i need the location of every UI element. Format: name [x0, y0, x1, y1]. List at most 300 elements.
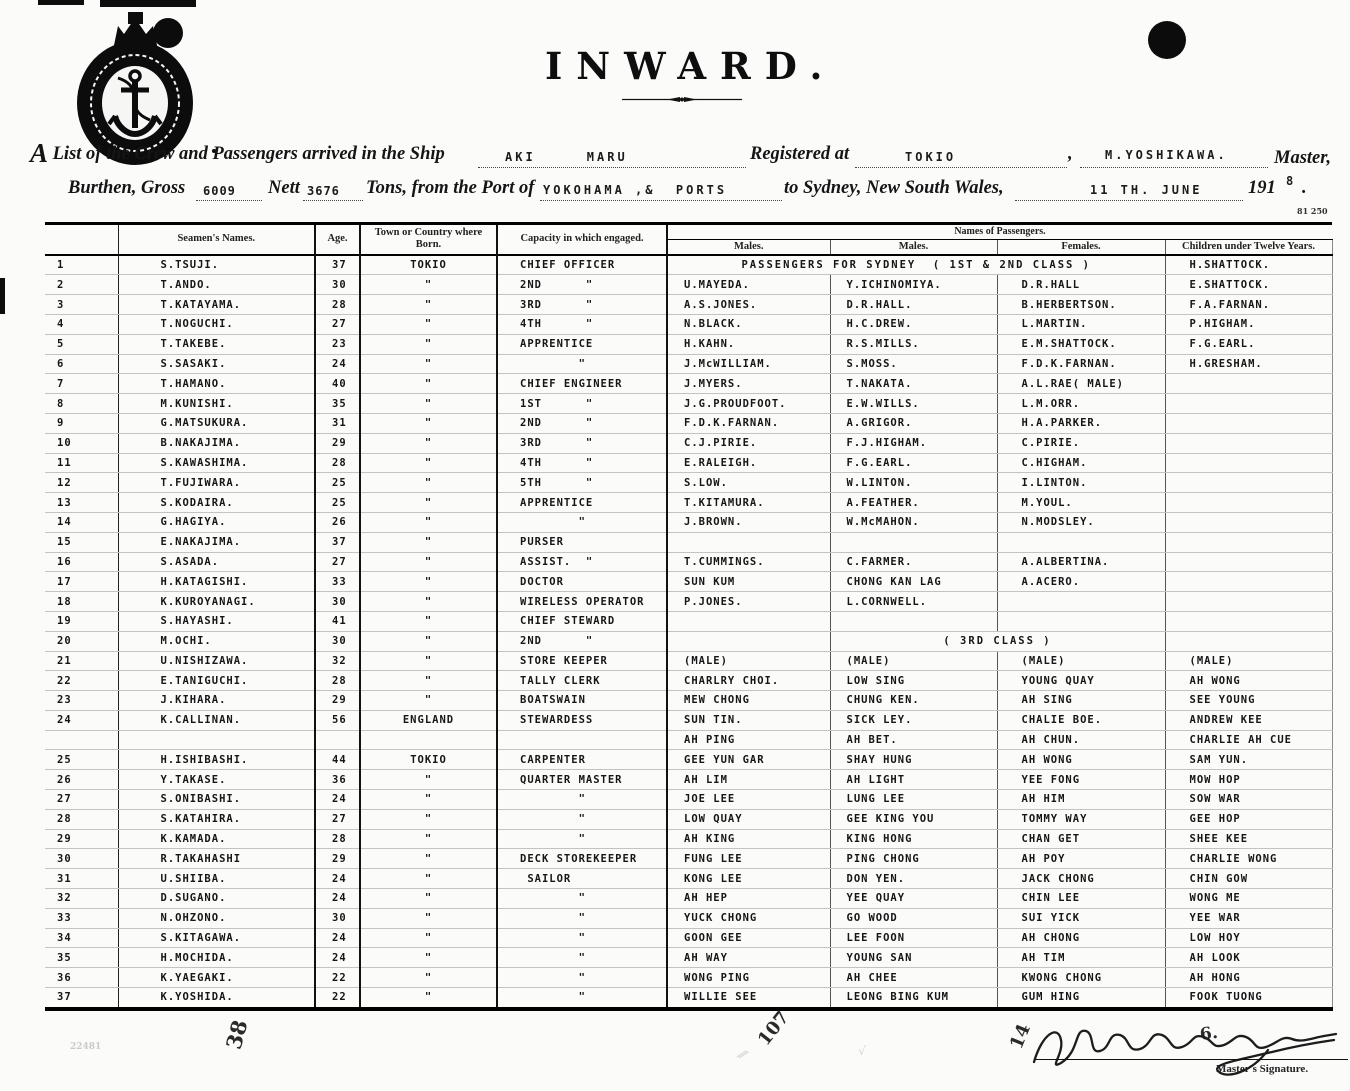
- period: .: [1302, 178, 1307, 198]
- cell-passenger-female: A.ALBERTINA.: [997, 552, 1165, 572]
- table-row: [45, 453, 1332, 473]
- cell-passenger-child: E.SHATTOCK.: [1165, 275, 1332, 295]
- signature-rule: [1035, 1059, 1348, 1060]
- cell-age: 44: [315, 750, 360, 770]
- dotted-line: [478, 166, 746, 168]
- table-row: [45, 968, 1332, 988]
- cell-passenger-child: ANDREW KEE: [1165, 710, 1332, 730]
- cell-born: ": [360, 790, 497, 810]
- cell-passenger-male-2: W.McMAHON.: [830, 512, 997, 532]
- cell-passenger-child: YEE WAR: [1165, 908, 1332, 928]
- dropcap-a: A: [30, 138, 49, 168]
- cell-row-number: 8: [45, 394, 118, 414]
- cell-passenger-male-2: KING HONG: [830, 829, 997, 849]
- cell-passenger-male-2: LUNG LEE: [830, 790, 997, 810]
- cell-passenger-male-2: SHAY HUNG: [830, 750, 997, 770]
- table-row: [45, 829, 1332, 849]
- cell-passenger-child: [1165, 394, 1332, 414]
- cell-passenger-male-1: FUNG LEE: [667, 849, 830, 869]
- cell-capacity: ": [497, 809, 667, 829]
- cell-passenger-female: L.M.ORR.: [997, 394, 1165, 414]
- cell-row-number: 34: [45, 928, 118, 948]
- cell-passenger-child: [1165, 473, 1332, 493]
- cell-row-number: 32: [45, 889, 118, 909]
- cell-seaman-name: H.KATAGISHI.: [118, 572, 315, 592]
- pen-check-mark: ⁄⁄: [737, 1047, 748, 1064]
- cell-row-number: 7: [45, 374, 118, 394]
- cell-seaman-name: U.NISHIZAWA.: [118, 651, 315, 671]
- year-written: 8: [1286, 174, 1297, 188]
- cell-capacity: ": [497, 790, 667, 810]
- cell-passenger-female: F.D.K.FARNAN.: [997, 354, 1165, 374]
- cell-seaman-name: S.KATAHIRA.: [118, 809, 315, 829]
- cell-capacity: ": [497, 829, 667, 849]
- cell-born: ": [360, 354, 497, 374]
- cell-row-number: 18: [45, 592, 118, 612]
- cell-capacity: 1ST ": [497, 394, 667, 414]
- cell-born: ": [360, 869, 497, 889]
- cell-born: ": [360, 314, 497, 334]
- cell-passenger-male-2: [830, 532, 997, 552]
- col-header-seamen: Seamen's Names.: [118, 224, 315, 255]
- cell-passenger-female: [997, 611, 1165, 631]
- pen-check-mark: √: [858, 1044, 866, 1058]
- cell-passenger-female: KWONG CHONG: [997, 968, 1165, 988]
- crew-passenger-table: [45, 222, 1333, 1011]
- cell-passenger-male-2: PING CHONG: [830, 849, 997, 869]
- col-header-born: Town or Country where Born.: [360, 224, 497, 255]
- cell-age: 24: [315, 889, 360, 909]
- cell-capacity: 4TH ": [497, 453, 667, 473]
- cell-capacity: ": [497, 512, 667, 532]
- cell-born: ": [360, 691, 497, 711]
- cell-passenger-child: F.A.FARNAN.: [1165, 295, 1332, 315]
- title-divider: [622, 96, 742, 103]
- cell-age: 56: [315, 710, 360, 730]
- cell-passenger-female: GUM HING: [997, 988, 1165, 1009]
- cell-age: 26: [315, 512, 360, 532]
- table-row: [45, 611, 1332, 631]
- cell-passenger-male-2: D.R.HALL.: [830, 295, 997, 315]
- cell-passenger-male-2: L.CORNWELL.: [830, 592, 997, 612]
- cell-seaman-name: S.SASAKI.: [118, 354, 315, 374]
- cell-born: ": [360, 453, 497, 473]
- cell-row-number: 19: [45, 611, 118, 631]
- cell-passenger-male-1: LOW QUAY: [667, 809, 830, 829]
- hole-punch: [1148, 21, 1186, 59]
- cell-born: ": [360, 829, 497, 849]
- cell-passenger-female: (MALE): [997, 651, 1165, 671]
- cell-seaman-name: H.ISHIBASHI.: [118, 750, 315, 770]
- table-row: [45, 433, 1332, 453]
- cell-passenger-female: M.YOUL.: [997, 493, 1165, 513]
- cell-passenger-child: SEE YOUNG: [1165, 691, 1332, 711]
- cell-passenger-child: [1165, 374, 1332, 394]
- cell-passenger-male-1: CHARLRY CHOI.: [667, 671, 830, 691]
- cell-seaman-name: H.MOCHIDA.: [118, 948, 315, 968]
- cell-passenger-child: LOW HOY: [1165, 928, 1332, 948]
- cell-born: ": [360, 394, 497, 414]
- cell-passenger-class-banner: PASSENGERS FOR SYDNEY ( 1ST & 2ND CLASS ): [667, 255, 1165, 275]
- cell-passenger-child: WONG ME: [1165, 889, 1332, 909]
- cell-passenger-female: AH POY: [997, 849, 1165, 869]
- cell-capacity: ": [497, 908, 667, 928]
- col-header-number: [45, 224, 118, 255]
- cell-seaman-name: S.ONIBASHI.: [118, 790, 315, 810]
- cell-row-number: 28: [45, 809, 118, 829]
- table-row: [45, 988, 1332, 1009]
- cell-seaman-name: K.KAMADA.: [118, 829, 315, 849]
- cell-age: 37: [315, 255, 360, 275]
- cell-passenger-male-2: GEE KING YOU: [830, 809, 997, 829]
- cell-row-number: 33: [45, 908, 118, 928]
- cell-capacity: PURSER: [497, 532, 667, 552]
- form-code: 81 250: [1297, 206, 1328, 216]
- cell-passenger-child: [1165, 413, 1332, 433]
- cell-passenger-male-1: [667, 532, 830, 552]
- cell-row-number: 37: [45, 988, 118, 1009]
- dotted-line: [303, 199, 363, 201]
- table-row: [45, 592, 1332, 612]
- cell-born: [360, 730, 497, 750]
- table-row: [45, 374, 1332, 394]
- cell-capacity: TALLY CLERK: [497, 671, 667, 691]
- cell-passenger-male-1: H.KAHN.: [667, 334, 830, 354]
- cell-passenger-male-2: A.GRIGOR.: [830, 413, 997, 433]
- cell-passenger-child: [1165, 572, 1332, 592]
- cell-row-number: 1: [45, 255, 118, 275]
- cell-passenger-male-2: F.J.HIGHAM.: [830, 433, 997, 453]
- cell-passenger-male-1: F.D.K.FARNAN.: [667, 413, 830, 433]
- table-row: [45, 295, 1332, 315]
- cell-age: 41: [315, 611, 360, 631]
- cell-capacity: 2ND ": [497, 631, 667, 651]
- cell-passenger-female: H.A.PARKER.: [997, 413, 1165, 433]
- cell-passenger-male-1: A.S.JONES.: [667, 295, 830, 315]
- cell-born: ": [360, 988, 497, 1009]
- cell-passenger-male-2: SICK LEY.: [830, 710, 997, 730]
- cell-seaman-name: Y.TAKASE.: [118, 770, 315, 790]
- cell-age: 24: [315, 790, 360, 810]
- cell-passenger-child: [1165, 453, 1332, 473]
- cell-born: TOKIO: [360, 750, 497, 770]
- cell-passenger-male-1: U.MAYEDA.: [667, 275, 830, 295]
- cell-seaman-name: G.HAGIYA.: [118, 512, 315, 532]
- cell-born: ": [360, 473, 497, 493]
- cell-passenger-male-2: GO WOOD: [830, 908, 997, 928]
- destination-text: to Sydney, New South Wales,: [784, 178, 1004, 198]
- col-header-age: Age.: [315, 224, 360, 255]
- cell-seaman-name: U.SHIIBA.: [118, 869, 315, 889]
- col-header-males2: Males.: [830, 239, 997, 255]
- table-row: [45, 572, 1332, 592]
- cell-passenger-male-2: AH LIGHT: [830, 770, 997, 790]
- table-row: [45, 493, 1332, 513]
- cell-born: ": [360, 889, 497, 909]
- cell-passenger-male-2: CHONG KAN LAG: [830, 572, 997, 592]
- cell-born: ": [360, 908, 497, 928]
- cell-age: 24: [315, 354, 360, 374]
- cell-seaman-name: M.OCHI.: [118, 631, 315, 651]
- cell-capacity: APPRENTICE: [497, 334, 667, 354]
- table-row: [45, 354, 1332, 374]
- cell-passenger-female: JACK CHONG: [997, 869, 1165, 889]
- cell-born: ": [360, 493, 497, 513]
- table-row: [45, 691, 1332, 711]
- cell-passenger-male-1: S.LOW.: [667, 473, 830, 493]
- cell-passenger-female: AH HIM: [997, 790, 1165, 810]
- cell-seaman-name: K.CALLINAN.: [118, 710, 315, 730]
- cell-born: ": [360, 532, 497, 552]
- cell-row-number: 22: [45, 671, 118, 691]
- cell-passenger-male-1: C.J.PIRIE.: [667, 433, 830, 453]
- cell-born: ": [360, 968, 497, 988]
- cell-passenger-child: [1165, 532, 1332, 552]
- cell-age: 27: [315, 552, 360, 572]
- col-header-capacity: Capacity in which engaged.: [497, 224, 667, 255]
- cell-passenger-female: SUI YICK: [997, 908, 1165, 928]
- cell-passenger-male-1: T.KITAMURA.: [667, 493, 830, 513]
- cell-row-number: 5: [45, 334, 118, 354]
- cell-passenger-male-2: CHUNG KEN.: [830, 691, 997, 711]
- cell-passenger-male-2: LEE FOON: [830, 928, 997, 948]
- cell-passenger-male-1: J.G.PROUDFOOT.: [667, 394, 830, 414]
- table-row: [45, 948, 1332, 968]
- cell-passenger-female: AH TIM: [997, 948, 1165, 968]
- cell-passenger-child: (MALE): [1165, 651, 1332, 671]
- cell-passenger-female: A.L.RAE( MALE): [997, 374, 1165, 394]
- dotted-line: [196, 199, 262, 201]
- cut-off-print-strip: [100, 0, 196, 7]
- cell-age: 24: [315, 928, 360, 948]
- cell-passenger-male-2: C.FARMER.: [830, 552, 997, 572]
- cell-passenger-child: FOOK TUONG: [1165, 988, 1332, 1009]
- cell-passenger-male-2: AH CHEE: [830, 968, 997, 988]
- master-name-value: M.YOSHIKAWA.: [1105, 148, 1228, 162]
- cell-born: ": [360, 770, 497, 790]
- cell-passenger-female: YEE FONG: [997, 770, 1165, 790]
- cell-age: 28: [315, 671, 360, 691]
- cell-seaman-name: E.TANIGUCHI.: [118, 671, 315, 691]
- cell-age: [315, 730, 360, 750]
- table-row: [45, 908, 1332, 928]
- cell-capacity: 2ND ": [497, 413, 667, 433]
- cell-seaman-name: D.SUGANO.: [118, 889, 315, 909]
- cell-seaman-name: K.KUROYANAGI.: [118, 592, 315, 612]
- cut-off-print-strip: [38, 0, 84, 5]
- cell-passenger-female: B.HERBERTSON.: [997, 295, 1165, 315]
- cell-passenger-female: YOUNG QUAY: [997, 671, 1165, 691]
- cell-seaman-name: T.FUJIWARA.: [118, 473, 315, 493]
- cell-capacity: STEWARDESS: [497, 710, 667, 730]
- cell-passenger-male-1: JOE LEE: [667, 790, 830, 810]
- cell-age: 32: [315, 651, 360, 671]
- cell-passenger-child: P.HIGHAM.: [1165, 314, 1332, 334]
- cell-passenger-female: C.HIGHAM.: [997, 453, 1165, 473]
- cell-capacity: ": [497, 968, 667, 988]
- cell-born: ": [360, 512, 497, 532]
- cell-passenger-male-1: GEE YUN GAR: [667, 750, 830, 770]
- cell-passenger-male-1: SUN KUM: [667, 572, 830, 592]
- arrival-date-value: 11 TH. JUNE: [1090, 183, 1203, 197]
- cell-passenger-male-2: AH BET.: [830, 730, 997, 750]
- cell-capacity: 3RD ": [497, 433, 667, 453]
- cell-age: 30: [315, 592, 360, 612]
- dotted-line: [1080, 166, 1268, 168]
- table-row: [45, 730, 1332, 750]
- cell-age: 33: [315, 572, 360, 592]
- cell-passenger-child: CHARLIE AH CUE: [1165, 730, 1332, 750]
- cell-born: TOKIO: [360, 255, 497, 275]
- table-row: [45, 809, 1332, 829]
- cell-seaman-name: [118, 730, 315, 750]
- cell-capacity: 5TH ": [497, 473, 667, 493]
- cell-seaman-name: S.KODAIRA.: [118, 493, 315, 513]
- page-title: INWARD.: [545, 44, 837, 88]
- cell-born: ": [360, 631, 497, 651]
- cell-age: 29: [315, 433, 360, 453]
- cell-age: 28: [315, 453, 360, 473]
- cell-row-number: 23: [45, 691, 118, 711]
- cell-seaman-name: K.YAEGAKI.: [118, 968, 315, 988]
- faint-print-code: 22481: [70, 1042, 102, 1052]
- cell-passenger-child: AH HONG: [1165, 968, 1332, 988]
- cell-row-number: 29: [45, 829, 118, 849]
- table-row: [45, 413, 1332, 433]
- cell-passenger-male-1: (MALE): [667, 651, 830, 671]
- cell-passenger-male-1: WONG PING: [667, 968, 830, 988]
- cell-passenger-female: AH CHONG: [997, 928, 1165, 948]
- cell-passenger-male-1: YUCK CHONG: [667, 908, 830, 928]
- cell-seaman-name: M.KUNISHI.: [118, 394, 315, 414]
- cell-passenger-male-1: [667, 611, 830, 631]
- cell-passenger-child: [1165, 631, 1332, 651]
- cell-passenger-female: C.PIRIE.: [997, 433, 1165, 453]
- cell-passenger-female: L.MARTIN.: [997, 314, 1165, 334]
- cell-passenger-female: TOMMY WAY: [997, 809, 1165, 829]
- cell-age: 35: [315, 394, 360, 414]
- dotted-line: [540, 199, 782, 201]
- cell-passenger-male-2: T.NAKATA.: [830, 374, 997, 394]
- table-row: [45, 770, 1332, 790]
- cell-born: ": [360, 433, 497, 453]
- signature-label: Master's Signature.: [1216, 1063, 1309, 1075]
- cell-born: ": [360, 374, 497, 394]
- table-row: [45, 255, 1332, 275]
- cell-passenger-male-1: E.RALEIGH.: [667, 453, 830, 473]
- cell-row-number: 24: [45, 710, 118, 730]
- cell-passenger-male-2: (MALE): [830, 651, 997, 671]
- cell-passenger-child: F.G.EARL.: [1165, 334, 1332, 354]
- dotted-line: [855, 166, 1067, 168]
- cell-born: ": [360, 592, 497, 612]
- cell-age: 27: [315, 809, 360, 829]
- cell-passenger-male-1: GOON GEE: [667, 928, 830, 948]
- cell-seaman-name: S.HAYASHI.: [118, 611, 315, 631]
- cell-row-number: 30: [45, 849, 118, 869]
- table-row: [45, 671, 1332, 691]
- registered-at-label: Registered at: [750, 144, 850, 164]
- cell-passenger-female: N.MODSLEY.: [997, 512, 1165, 532]
- cell-passenger-male-1: AH HEP: [667, 889, 830, 909]
- cell-age: 27: [315, 314, 360, 334]
- table-row: [45, 394, 1332, 414]
- col-header-males1: Males.: [667, 239, 830, 255]
- cell-passenger-female: I.LINTON.: [997, 473, 1165, 493]
- cell-age: 37: [315, 532, 360, 552]
- cell-passenger-male-2: [830, 611, 997, 631]
- cell-passenger-male-1: P.JONES.: [667, 592, 830, 612]
- col-header-children: Children under Twelve Years.: [1165, 239, 1332, 255]
- cell-seaman-name: K.YOSHIDA.: [118, 988, 315, 1009]
- table-row: [45, 869, 1332, 889]
- cell-seaman-name: T.KATAYAMA.: [118, 295, 315, 315]
- cell-passenger-child: GEE HOP: [1165, 809, 1332, 829]
- cell-born: ": [360, 651, 497, 671]
- table-row: [45, 552, 1332, 572]
- cell-passenger-male-1: AH LIM: [667, 770, 830, 790]
- cell-capacity: ": [497, 354, 667, 374]
- cell-capacity: CHIEF STEWARD: [497, 611, 667, 631]
- cell-passenger-female: AH CHUN.: [997, 730, 1165, 750]
- table-row: [45, 889, 1332, 909]
- cell-passenger-male-2: A.FEATHER.: [830, 493, 997, 513]
- cell-born: ": [360, 611, 497, 631]
- cell-passenger-female: CHAN GET: [997, 829, 1165, 849]
- year-printed: 191: [1248, 178, 1276, 198]
- cell-passenger-male-2: H.C.DREW.: [830, 314, 997, 334]
- table-row: [45, 275, 1332, 295]
- cell-passenger-female: A.ACERO.: [997, 572, 1165, 592]
- cell-born: ": [360, 295, 497, 315]
- cell-seaman-name: G.MATSUKURA.: [118, 413, 315, 433]
- cell-born: ": [360, 849, 497, 869]
- cell-capacity: 3RD ": [497, 295, 667, 315]
- table-row: [45, 849, 1332, 869]
- gross-tons-value: 6009: [203, 184, 236, 198]
- cell-capacity: ": [497, 988, 667, 1009]
- cell-passenger-female: E.M.SHATTOCK.: [997, 334, 1165, 354]
- table-row: [45, 710, 1332, 730]
- cell-age: 22: [315, 968, 360, 988]
- cell-capacity: 2ND ": [497, 275, 667, 295]
- cell-age: 25: [315, 473, 360, 493]
- nett-label: Nett: [268, 178, 300, 198]
- cell-row-number: 27: [45, 790, 118, 810]
- cell-passenger-child: [1165, 611, 1332, 631]
- cell-passenger-male-2: DON YEN.: [830, 869, 997, 889]
- cell-passenger-child: [1165, 512, 1332, 532]
- cell-passenger-child: AH WONG: [1165, 671, 1332, 691]
- cell-passenger-child: H.GRESHAM.: [1165, 354, 1332, 374]
- cell-passenger-male-1: [667, 631, 830, 651]
- cell-capacity: ": [497, 889, 667, 909]
- cell-seaman-name: T.NOGUCHI.: [118, 314, 315, 334]
- cell-passenger-male-2: YOUNG SAN: [830, 948, 997, 968]
- edge-mark: [0, 278, 5, 314]
- cell-row-number: 21: [45, 651, 118, 671]
- table-row: [45, 532, 1332, 552]
- cell-seaman-name: T.ANDO.: [118, 275, 315, 295]
- table-row: [45, 512, 1332, 532]
- cell-age: 29: [315, 849, 360, 869]
- cell-born: ": [360, 334, 497, 354]
- cell-age: 28: [315, 295, 360, 315]
- cell-passenger-female: D.R.HALL: [997, 275, 1165, 295]
- cell-born: ENGLAND: [360, 710, 497, 730]
- cell-passenger-male-2: Y.ICHINOMIYA.: [830, 275, 997, 295]
- cell-passenger-male-1: KONG LEE: [667, 869, 830, 889]
